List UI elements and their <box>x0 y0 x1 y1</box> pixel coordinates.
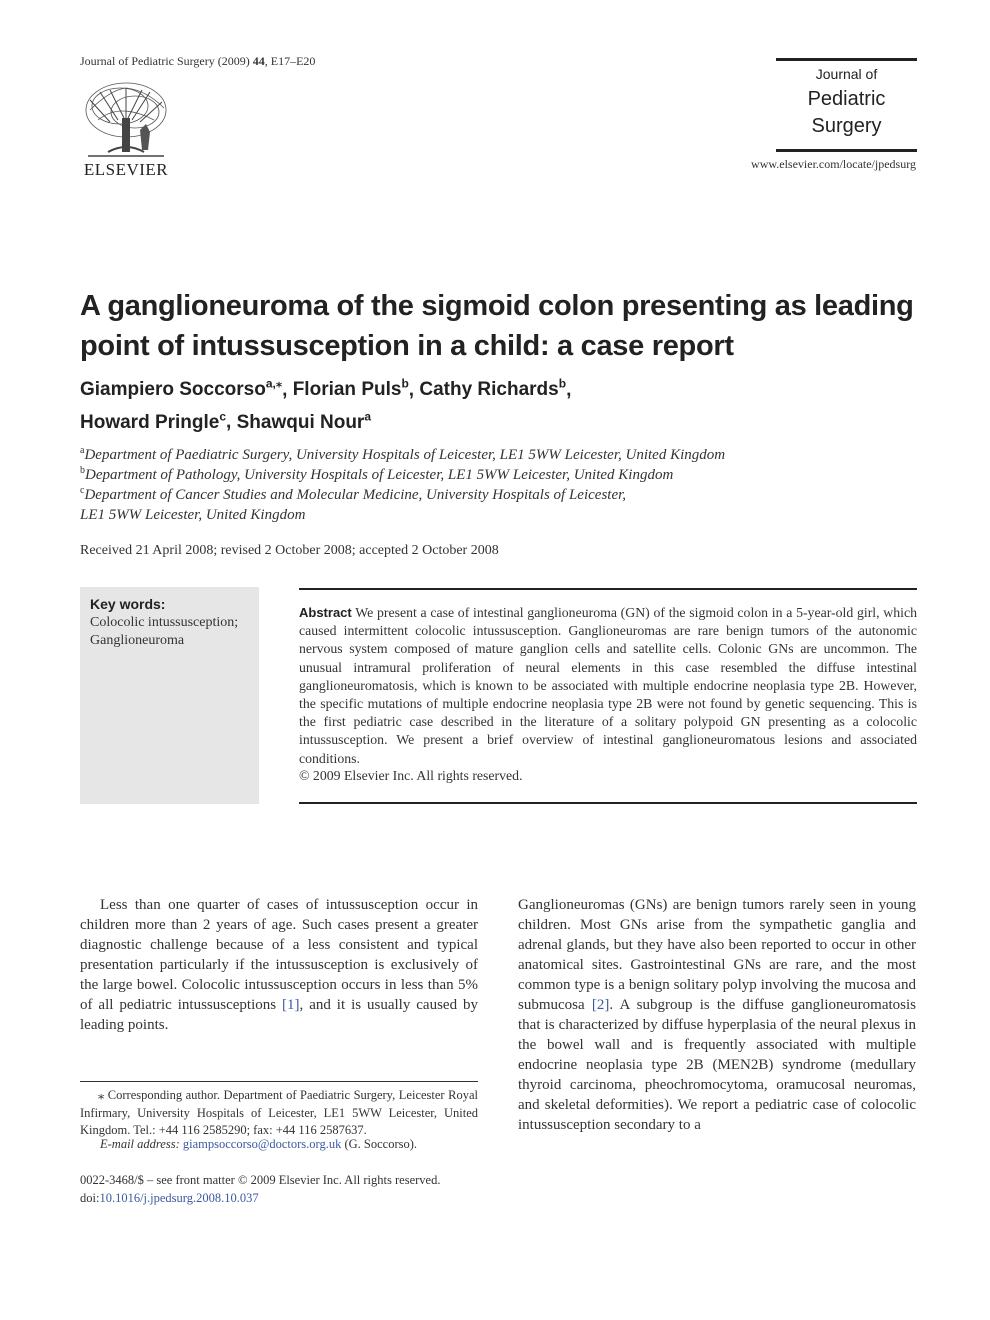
front-matter-note: 0022-3468/$ – see front matter © 2009 Elsevier Inc. All rights reserved. <box>80 1173 441 1187</box>
abstract-bottom-rule <box>299 802 917 804</box>
keyword-item: Colocolic intussusception; <box>90 615 239 630</box>
doi-link[interactable]: 10.1016/j.jpedsurg.2008.10.037 <box>99 1191 259 1205</box>
journal-url[interactable]: www.elsevier.com/locate/jpedsurg <box>751 157 916 171</box>
author-list: Giampiero Soccorso$^{a,⁎}$, Florian Puls$^b$, Cathy Richards$^b$, Howard Pringle$^c$, Shawqui Nour$^a$ <box>80 377 572 433</box>
body-column-left: Less than one quarter of cases of intussusception occur in children more than 2 years of age. Such cases present a greater diagnostic challenge because of a less consistent and typical presentation particularly if the intussusception is exclusively of the large bowel. Colocolic intussusception occurs in less than 5% of all pediatric intussusceptions [1], and it is usually caused by leading points. <box>80 897 479 1033</box>
journal-logo-line1: Journal of <box>815 66 878 82</box>
corresponding-author-note: ⁎ Corresponding author. Department of Paediatric Surgery, Leicester Royal Infirmary, University Hospitals of Leicester, LE1 5WW Leicester, United Kingdom. Tel.: +44 116 2585290; fax: +44 116 2587637. <box>80 1088 478 1137</box>
affiliation: $^c$Department of Cancer Studies and Molecular Medicine, University Hospitals of Leicester, <box>80 485 627 503</box>
author[interactable]: Cathy Richards$^b$ <box>419 377 567 401</box>
body-column-right: Ganglioneuromas (GNs) are benign tumors rarely seen in young children. Most GNs arise from the sympathetic ganglia and adrenal glands, but they have also been reported to occur in other anatomical sites. Gastrointestinal GNs are rare, and the most common type is a benign solitary polyp involving the mucosa and submucosa [2]. A subgroup is the diffuse ganglioneuromatosis that is characterized by diffuse hyperplasia of the neural plexus in the bowel wall and is frequently associated with multiple endocrine neoplasia type 2B (MEN2B) syndrome (medullary thyroid carcinoma, pheochromocytoma, oramucosal neuromas, and skeletal deformities). We report a pediatric case of colocolic intussusception secondary to a <box>518 897 916 1133</box>
journal-logo-line3: Surgery <box>811 115 882 137</box>
author[interactable]: Shawqui Nour$^a$ <box>236 409 372 433</box>
journal-volume: 44 <box>252 54 265 68</box>
affiliation: $^b$Department of Pathology, University Hospitals of Leicester, LE1 5WW Leicester, United Kingdom <box>80 465 674 483</box>
abstract <box>299 604 917 768</box>
citation-link[interactable]: [1] <box>282 997 300 1013</box>
footnote-rule <box>80 1081 478 1082</box>
keywords-heading: Key words: <box>90 596 166 612</box>
abstract-top-rule <box>299 588 917 590</box>
email-line: E-mail address: giampsoccorso@doctors.org.uk (G. Soccorso). <box>100 1137 418 1151</box>
publisher-name: ELSEVIER <box>83 160 169 179</box>
abstract-text: We present a case of intestinal ganglioneuroma (GN) of the sigmoid colon in a 5-year-old girl, which caused intermittent colocolic intussusception. Ganglioneuromas are rare benign tumors of the autonomic nervous system composed of mature ganglion cells and satellite cells. Colonic GNs are uncommon. The unusual intramural proliferation of neural elements in this case resembled the diffuse intestinal ganglioneuromatosis, which is known to be associated with multiple endocrine neoplasia type 2B. However, the specific mutations of multiple endocrine neoplasia type 2B were not found by genetic sequencing. This is the first pediatric case described in the literature of a solitary polypoid GN presenting as a colocolic intussusception. We present a brief overview of intestinal ganglioneuromatous lesions and associated conditions. <box>299 605 917 766</box>
journal-name: Journal of Pediatric Surgery (2009) <box>80 54 250 68</box>
keyword-item: Ganglioneuroma <box>90 633 185 648</box>
author[interactable]: Florian Puls$^b$ <box>292 377 409 401</box>
abstract-label: Abstract <box>299 605 352 620</box>
email-link[interactable]: giampsoccorso@doctors.org.uk <box>182 1137 342 1151</box>
affiliation: $^a$Department of Paediatric Surgery, University Hospitals of Leicester, LE1 5WW Leicester, United Kingdom <box>80 445 726 463</box>
journal-logo-line2: Pediatric <box>807 88 886 110</box>
affiliation: LE1 5WW Leicester, United Kingdom <box>80 507 306 523</box>
journal-pages: , E17–E20 <box>264 54 316 68</box>
abstract-copyright: © 2009 Elsevier Inc. All rights reserved. <box>299 768 523 783</box>
received-dates: Received 21 April 2008; revised 2 October 2008; accepted 2 October 2008 <box>80 543 499 558</box>
journal-citation <box>80 54 315 69</box>
author[interactable]: Howard Pringle$^c$ <box>80 409 227 433</box>
doi-line: doi:10.1016/j.jpedsurg.2008.10.037 <box>80 1191 259 1205</box>
author[interactable]: Giampiero Soccorso$^{a,⁎}$ <box>80 377 283 401</box>
article-title: A ganglioneuroma of the sigmoid colon presenting as leading point of intussusception in a child: a case report <box>80 290 914 362</box>
citation-link[interactable]: [2] <box>591 997 610 1013</box>
